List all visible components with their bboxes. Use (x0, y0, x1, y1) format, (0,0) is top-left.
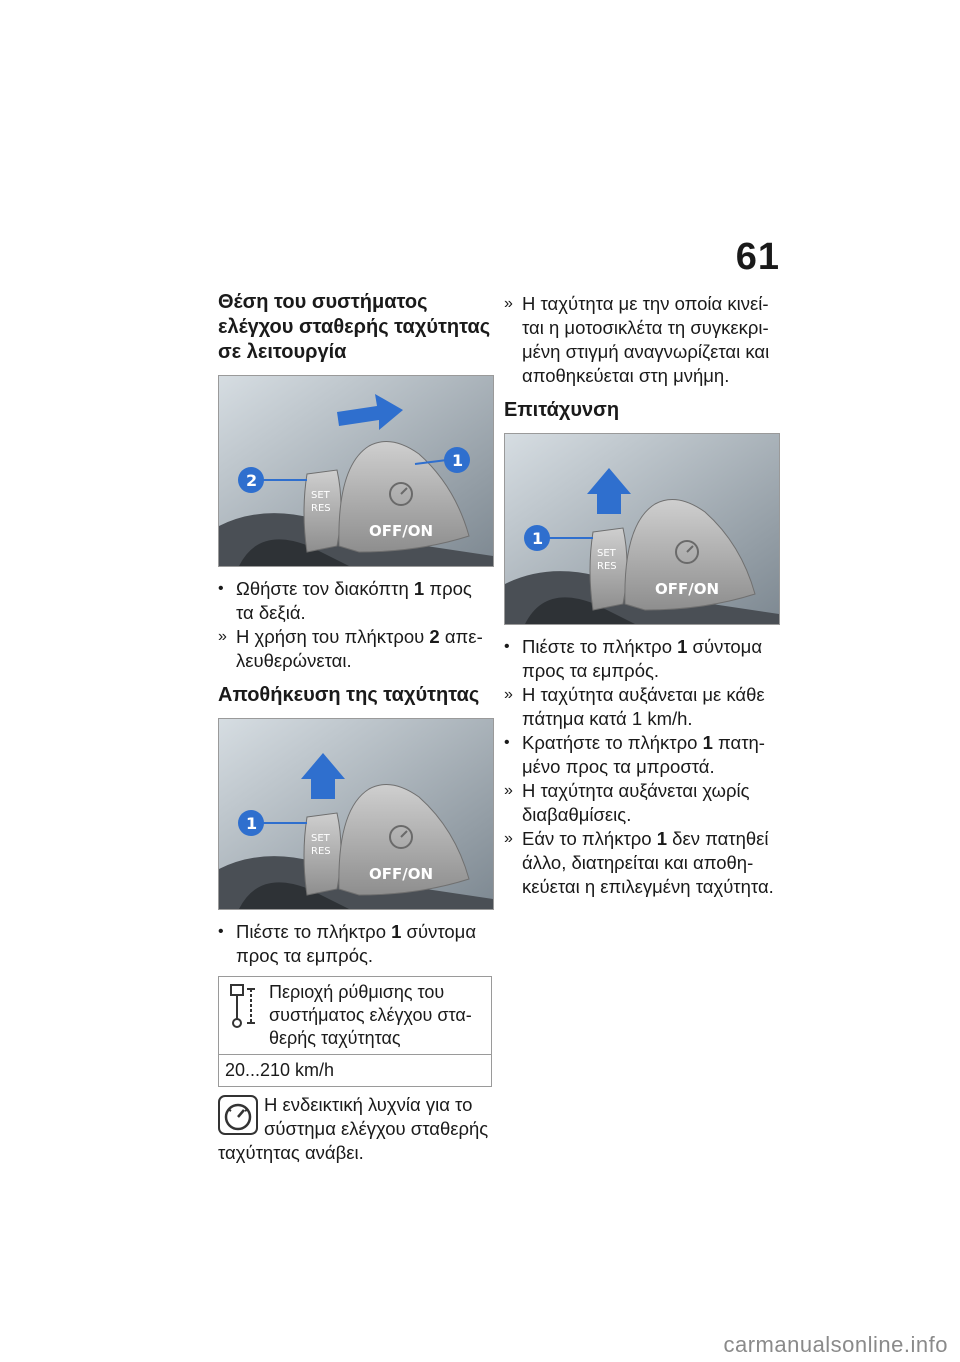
steps-store-speed (218, 920, 494, 968)
list-item: » Εάν το πλήκτρο 1 δεν πατηθεί άλλο, διατηρείται και αποθηκεύεται η επιλεγμένη ταχύτητα. (504, 828, 774, 897)
list-item: • Κρατήστε το πλήκτρο 1 πατημένο προς τα μπροστά. (504, 732, 765, 777)
list-item: » Η ταχύτητα αυξάνεται χωρίς διαβαθμίσεις. (504, 780, 750, 825)
figure-switch-store (218, 718, 494, 910)
section-title-store-speed: Αποθήκευση της ταχύτητας (218, 684, 480, 706)
res-label: RES (311, 503, 331, 514)
cruise-control-indicator-icon (218, 1095, 258, 1135)
figure-callout-2: 2 (246, 471, 258, 490)
watermark[interactable]: carmanualsonline.info (723, 1332, 948, 1357)
list-item: • Ωθήστε τον διακόπτη 1 προς τα δεξιά. (218, 578, 472, 623)
offon-label: OFF/ON (369, 865, 434, 883)
set-label: SET (597, 548, 616, 559)
indicator-note: Η ενδεικτική λυχνία για το σύστημα ελέγχου σταθερής ταχύτητας ανάβει. (218, 1094, 489, 1163)
res-label: RES (597, 561, 617, 572)
set-label: SET (311, 490, 330, 501)
spec-table-value: 20...210 km/h (219, 1055, 492, 1087)
right-column (504, 292, 780, 899)
steps-acceleration (504, 635, 780, 899)
offon-label: OFF/ON (369, 522, 434, 540)
figure-callout-1: 1 (452, 451, 464, 470)
figure-callout-1: 1 (532, 529, 544, 548)
setting-range-icon (229, 983, 261, 1029)
offon-label: OFF/ON (655, 580, 720, 598)
steps-activation (218, 577, 494, 673)
res-label: RES (311, 846, 331, 857)
list-item: » Η ταχύτητα με την οποία κινείται η μοτοσικλέτα τη συγκεκριμένη στιγμή αναγνωρίζεται και αποθηκεύεται στη μνήμη. (504, 293, 770, 386)
figure-switch-activation (218, 375, 494, 567)
list-item: • Πιέστε το πλήκτρο 1 σύντομα προς τα εμπρός. (504, 636, 763, 681)
steps-intro (504, 292, 780, 388)
figure-callout-1: 1 (246, 814, 258, 833)
section-title-activation: Θέση του συστήματος ελέγχου σταθερής ταχύτητας σε λειτουργία (218, 291, 491, 363)
section-title-acceleration: Επιτάχυνση (504, 399, 620, 421)
list-item: » Η ταχύτητα αυξάνεται με κάθε πάτημα κατά 1 km/h. (504, 684, 765, 729)
set-label: SET (311, 833, 330, 844)
figure-switch-acceleration (504, 433, 780, 625)
list-item: » Η χρήση του πλήκτρου 2 απελευθερώνεται. (218, 626, 483, 671)
left-column (218, 290, 494, 1165)
spec-table-header: Περιοχή ρύθμισης του συστήματος ελέγχου σταθερής ταχύτητας (219, 977, 492, 1055)
page-number: 61 (735, 236, 780, 278)
spec-table (218, 976, 492, 1087)
list-item: • Πιέστε το πλήκτρο 1 σύντομα προς τα εμπρός. (218, 921, 477, 966)
